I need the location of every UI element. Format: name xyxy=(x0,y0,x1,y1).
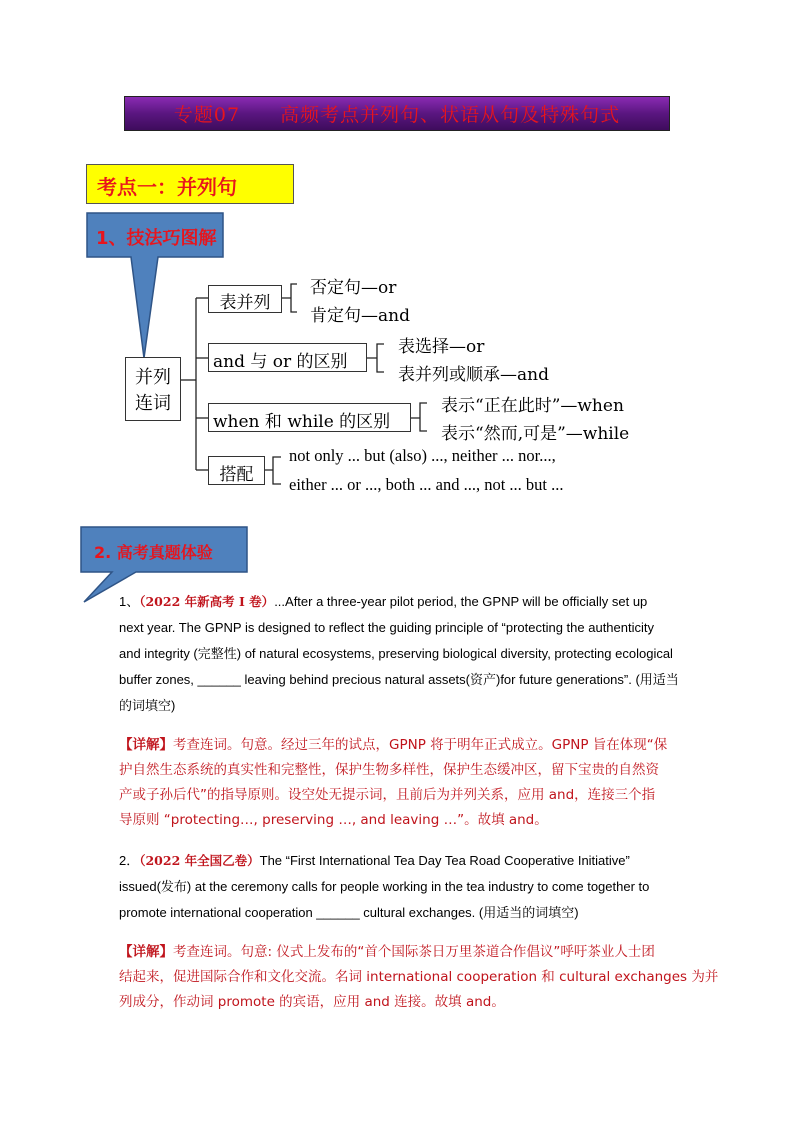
question-number: 2． xyxy=(119,853,140,868)
answer-text-line: 列成分，作动词 promote 的宾语，应用 and 连接。故填 and。 xyxy=(119,994,505,1010)
callout-label-1: 1、技法巧图解 xyxy=(96,228,217,249)
mindmap-root xyxy=(125,357,181,421)
page-title: 专题07 高频考点并列句、状语从句及特殊句式 xyxy=(173,104,621,126)
question-text-line: promote international cooperation ______ cultural exchanges. (用适当的词填空) xyxy=(119,905,579,920)
answer-1 xyxy=(119,733,679,833)
mindmap-root-line2: 连词 xyxy=(135,393,171,414)
question-text-line: issued(发布) at the ceremony calls for people working in the tea industry to come together to xyxy=(119,879,650,894)
question-number: 1、 xyxy=(119,594,140,609)
mindmap-branch-collocation: 搭配 xyxy=(208,456,265,485)
answer-text-line: 护自然生态系统的真实性和完整性，保护生物多样性，保护生态缓冲区，留下宝贵的自然资 xyxy=(119,762,659,778)
question-source: （2022 年新高考 I 卷） xyxy=(139,594,275,609)
question-text-line: next year. The GPNP is designed to reflect the guiding principle of “protecting the authenticity xyxy=(119,620,654,635)
answer-tag: 【详解】 xyxy=(119,944,173,960)
answer-text-line: 考查连词。句意: 仪式上发布的“首个国际茶日万里茶道合作倡议”呼吁茶业人士团 xyxy=(173,944,655,960)
question-source: （2022 年全国乙卷） xyxy=(139,853,260,868)
answer-text-line: 考查连词。句意。经过三年的试点，GPNP 将于明年正式成立。GPNP 旨在体现“保 xyxy=(173,737,668,753)
mindmap-item: 表选择—or xyxy=(398,337,485,357)
question-text-line: and integrity (完整性) of natural ecosystems, preserving biological diversity, protecting ecological xyxy=(119,646,673,661)
mindmap-branch-parallel: 表并列 xyxy=(208,285,282,313)
question-text-line: The “First International Tea Day Tea Road Cooperative Initiative” xyxy=(259,853,630,868)
question-text-line: ...After a three-year pilot period, the GPNP will be officially set up xyxy=(274,594,648,609)
callout-label-2: 2. 高考真题体验 xyxy=(94,543,213,562)
mindmap-item: either ... or ..., both ... and ..., not ... but ... xyxy=(289,475,564,494)
mindmap-branch-when-while: when 和 while 的区别 xyxy=(208,403,411,432)
mindmap-item: 表示“正在此时”—when xyxy=(441,396,624,416)
answer-text-line: 结起来，促进国际合作和文化交流。名词 international cooperation 和 cultural exchanges 为并 xyxy=(119,969,719,985)
mindmap-item: 表示“然而,可是”—while xyxy=(441,424,630,444)
question-2 xyxy=(119,848,679,926)
answer-2 xyxy=(119,940,719,1015)
mindmap-item: not only ... but (also) ..., neither ... nor..., xyxy=(289,446,556,465)
mindmap-item: 肯定句—and xyxy=(310,306,410,326)
question-text-line: 的词填空) xyxy=(119,698,176,713)
mindmap-connectors xyxy=(0,0,794,520)
question-text-line: buffer zones, ______ leaving behind precious natural assets(资产)for future generations”. (用适当 xyxy=(119,672,679,687)
mindmap-item: 表并列或顺承—and xyxy=(398,365,549,385)
answer-tag: 【详解】 xyxy=(119,737,173,753)
mindmap-root-line1: 并列 xyxy=(135,367,171,388)
answer-text-line: 导原则 “protecting…, preserving …, and leaving …”。故填 and。 xyxy=(119,812,548,828)
question-1 xyxy=(119,589,679,719)
answer-text-line: 产或子孙后代”的指导原则。设空处无提示词，且前后为并列关系，应用 and，连接三个指 xyxy=(119,787,656,803)
mindmap-item: 否定句—or xyxy=(310,278,397,298)
section-heading: 考点一：并列句 xyxy=(97,175,237,199)
mindmap-branch-and-or: and 与 or 的区别 xyxy=(208,343,367,372)
